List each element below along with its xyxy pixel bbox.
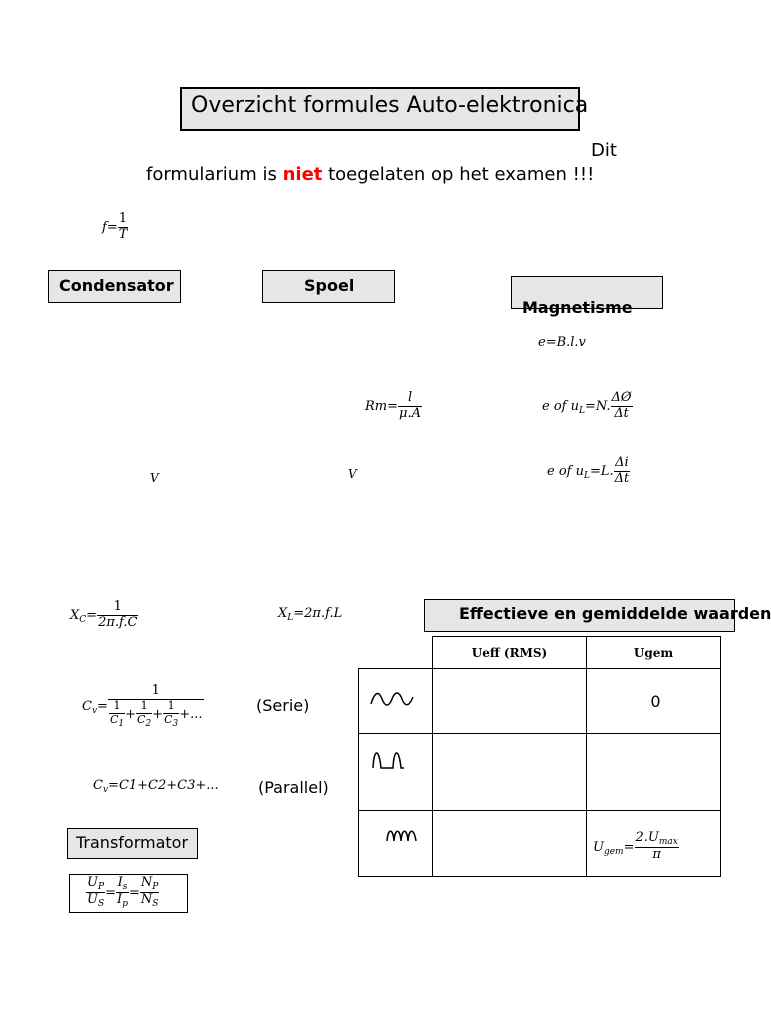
cv-parallel-formula: $C_v=C1+C2+C3+$... xyxy=(93,778,219,795)
table-cell-ueff xyxy=(433,734,587,811)
page-title: Overzicht formules Auto-elektronica xyxy=(191,93,589,118)
table-row xyxy=(359,734,721,811)
effective-values-table xyxy=(358,636,721,877)
label-serie: (Serie) xyxy=(256,696,310,715)
table-header-row xyxy=(359,637,721,669)
table-cell-ueff xyxy=(433,811,587,877)
table-cell-icon xyxy=(359,669,433,734)
half-wave-icon xyxy=(359,734,432,774)
table-cell-icon xyxy=(359,811,433,877)
section-effectief: Effectieve en gemiddelde waarden xyxy=(424,599,735,632)
table-row xyxy=(359,811,721,877)
xl-formula: $X_L=2\pi.f.L$ xyxy=(278,606,343,623)
subtitle-part2: formularium is xyxy=(146,164,283,185)
reluctance-formula: Rm= $\frac{l}{\mu.A}$ xyxy=(365,390,422,421)
title-box xyxy=(180,87,589,131)
table-cell-ugem xyxy=(587,734,721,811)
full-wave-icon xyxy=(359,811,432,851)
spoel-v: V xyxy=(348,467,357,481)
cv-series-denominator: $\frac{1}{C_1}$ + $\frac{1}{C_2}$ + $\frac{1}{C_3}$ +... xyxy=(109,698,203,729)
subtitle-line xyxy=(146,164,594,185)
section-spoel: Spoel xyxy=(262,270,395,303)
section-condensator: Condensator xyxy=(48,270,181,303)
ugem-formula: $U_{gem}=$ $\frac{2.U_{max}}{\pi}$ xyxy=(593,830,678,863)
induction-n-formula: e of $u_L=N$. $\frac{\Delta Ø}{\Delta t}$ xyxy=(542,390,632,421)
table-cell-icon xyxy=(359,734,433,811)
label-parallel: (Parallel) xyxy=(258,778,329,797)
induction-l-formula: e of $u_L=L$. $\frac{\Delta i}{\Delta t}$ xyxy=(547,455,630,486)
subtitle-part3: toegelaten op het examen !!! xyxy=(322,164,595,185)
condensator-v: V xyxy=(150,471,159,485)
subtitle-emphasis: niet xyxy=(282,164,323,185)
table-header-empty xyxy=(359,637,433,669)
cv-series-formula: $C_v=$ 1 $\frac{1}{C_1}$ + $\frac{1}{C_2}$ + $\frac{1}{C_3}$ +... xyxy=(82,683,203,729)
table-cell-ueff xyxy=(433,669,587,734)
sine-wave-icon xyxy=(359,669,432,729)
frequency-formula: f= $\frac{1}{T}$ xyxy=(102,211,128,242)
emf-formula: e=B.l.v xyxy=(538,335,586,350)
table-row xyxy=(359,669,721,734)
table-header-ugem: Ugem xyxy=(587,637,721,669)
transformer-formula: $\frac{U_P}{U_S}$ = $\frac{I_s}{I_p}$ = $\frac{N_P}{N_S}$ xyxy=(69,874,188,913)
table-cell-ugem: 0 xyxy=(587,669,721,734)
subtitle-dit: Dit xyxy=(591,140,617,161)
table-header-ueff: Ueff (RMS) xyxy=(433,637,587,669)
xc-formula: $X_C=$ $\frac{1}{2\pi.f.C}$ xyxy=(70,599,138,630)
section-transformator: Transformator xyxy=(67,828,198,859)
table-cell-ugem xyxy=(587,811,721,877)
section-magnetisme: Magnetisme xyxy=(511,276,663,309)
